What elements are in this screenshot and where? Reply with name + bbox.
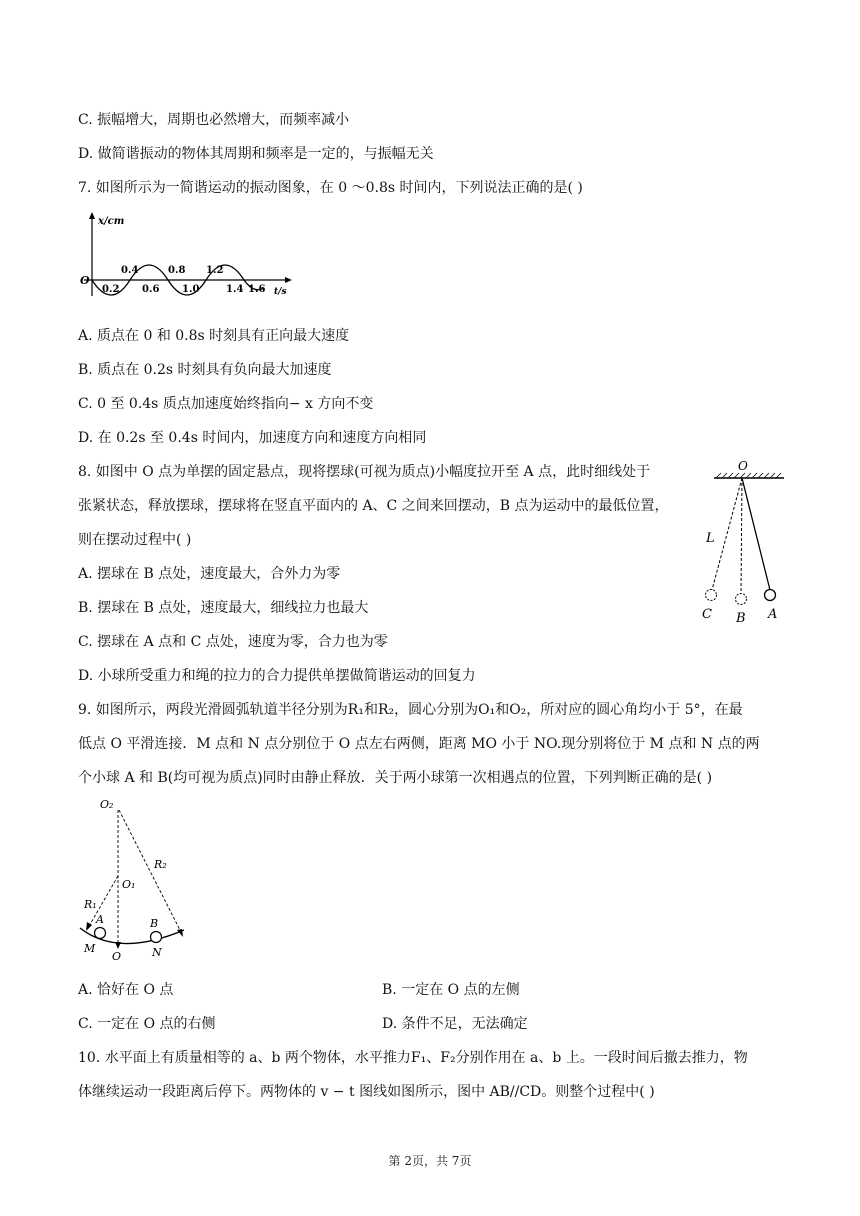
fig9-label-B: B [150, 917, 159, 930]
fig9-label-M: M [84, 942, 96, 955]
fig9-label-O1: O₁ [122, 878, 136, 891]
q6-option-d: D. 做简谐振动的物体其周期和频率是一定的，与振幅无关 [78, 146, 434, 162]
q8-stem-line2: 张紧状态，释放摆球，摆球将在竖直平面内的 A、C 之间来回摆动，B 点为运动中的最低位置， [78, 498, 669, 514]
fig8-label-C: C [702, 607, 712, 622]
fig9-label-R2: R₂ [154, 858, 167, 871]
q7-option-d: D. 在 0.2s 至 0.4s 时间内，加速度方向和速度方向相同 [78, 430, 427, 446]
q10-stem-line1: 10. 水平面上有质量相等的 a、b 两个物体，水平推力F₁、F₂分别作用在 a、b 上。一段时间后撤去推力，物 [78, 1050, 748, 1066]
q8-option-b: B. 摆球在 B 点处，速度最大，细线拉力也最大 [78, 600, 369, 616]
fig9-label-N: N [152, 946, 162, 959]
fig7-tick-0.2: 0.2 [102, 284, 120, 295]
q9-arc-track-figure [78, 796, 198, 966]
page-footer: 第 2页，共 7页 [388, 1154, 472, 1168]
fig7-tick-1.6: 1.6 [248, 284, 266, 295]
q7-stem: 7. 如图所示为一简谐运动的振动图象，在 0 ～0.8s 时间内，下列说法正确的是( ) [78, 180, 583, 196]
fig8-label-L: L [706, 531, 715, 546]
q9-stem-line3: 个小球 A 和 B(均可视为质点)同时由静止释放．关于两小球第一次相遇点的位置，下列判断正确的是( ) [78, 770, 713, 786]
q9-option-c: C. 一定在 O 点的右侧 [78, 1016, 216, 1032]
fig7-tick-0.4: 0.4 [121, 265, 139, 276]
q7-option-a: A. 质点在 0 和 0.8s 时刻具有正向最大速度 [78, 328, 350, 344]
q9-option-b: B. 一定在 O 点的左侧 [382, 982, 520, 998]
q6-option-c: C. 振幅增大，周期也必然增大，而频率减小 [78, 112, 350, 128]
q9-option-d: D. 条件不足，无法确定 [382, 1016, 528, 1032]
fig7-tick-0.6: 0.6 [142, 284, 160, 295]
fig7-tick-0.8: 0.8 [168, 265, 186, 276]
fig9-label-O: O [112, 950, 122, 963]
q9-stem-line2: 低点 O 平滑连接．M 点和 N 点分别位于 O 点左右两侧，距离 MO 小于 NO.现分别将位于 M 点和 N 点的两 [78, 736, 760, 752]
q10-stem-line2: 体继续运动一段距离后停下。两物体的 v − t 图线如图所示，图中 AB//CD。则整个过程中( ) [78, 1084, 655, 1100]
fig9-label-A: A [96, 913, 104, 926]
q8-option-a: A. 摆球在 B 点处，速度最大，合外力为零 [78, 566, 341, 582]
fig7-origin: O [80, 274, 90, 287]
fig7-ylabel: x/cm [98, 216, 125, 227]
q7-option-b: B. 质点在 0.2s 时刻具有负向最大加速度 [78, 362, 332, 378]
fig8-label-B: B [736, 611, 746, 626]
fig7-xlabel: t/s [274, 287, 287, 297]
q7-option-c: C. 0 至 0.4s 质点加速度始终指向− x 方向不变 [78, 396, 374, 412]
q8-stem-line1: 8. 如图中 O 点为单摆的固定悬点，现将摆球(可视为质点)小幅度拉开至 A 点，此时细线处于 [78, 464, 651, 480]
q8-option-c: C. 摆球在 A 点和 C 点处，速度为零，合力也为零 [78, 634, 388, 650]
q7-vibration-graph [78, 212, 298, 302]
fig7-tick-1.4: 1.4 [226, 284, 244, 295]
q8-option-d: D. 小球所受重力和绳的拉力的合力提供单摆做简谐运动的回复力 [78, 668, 476, 684]
fig9-label-O2: O₂ [100, 798, 114, 811]
fig9-label-R1: R₁ [84, 898, 97, 911]
fig7-tick-1.2: 1.2 [206, 265, 224, 276]
fig7-tick-1.0: 1.0 [182, 284, 200, 295]
q8-pendulum-figure [696, 456, 796, 631]
q9-option-a: A. 恰好在 O 点 [78, 982, 174, 998]
fig8-label-A: A [768, 607, 778, 622]
q9-stem-line1: 9. 如图所示，两段光滑圆弧轨道半径分别为R₁和R₂，圆心分别为O₁和O₂，所对应的圆心角均小于 5°，在最 [78, 702, 743, 718]
q8-stem-line3: 则在摆动过程中( ) [78, 532, 192, 548]
fig8-label-O: O [738, 459, 748, 473]
